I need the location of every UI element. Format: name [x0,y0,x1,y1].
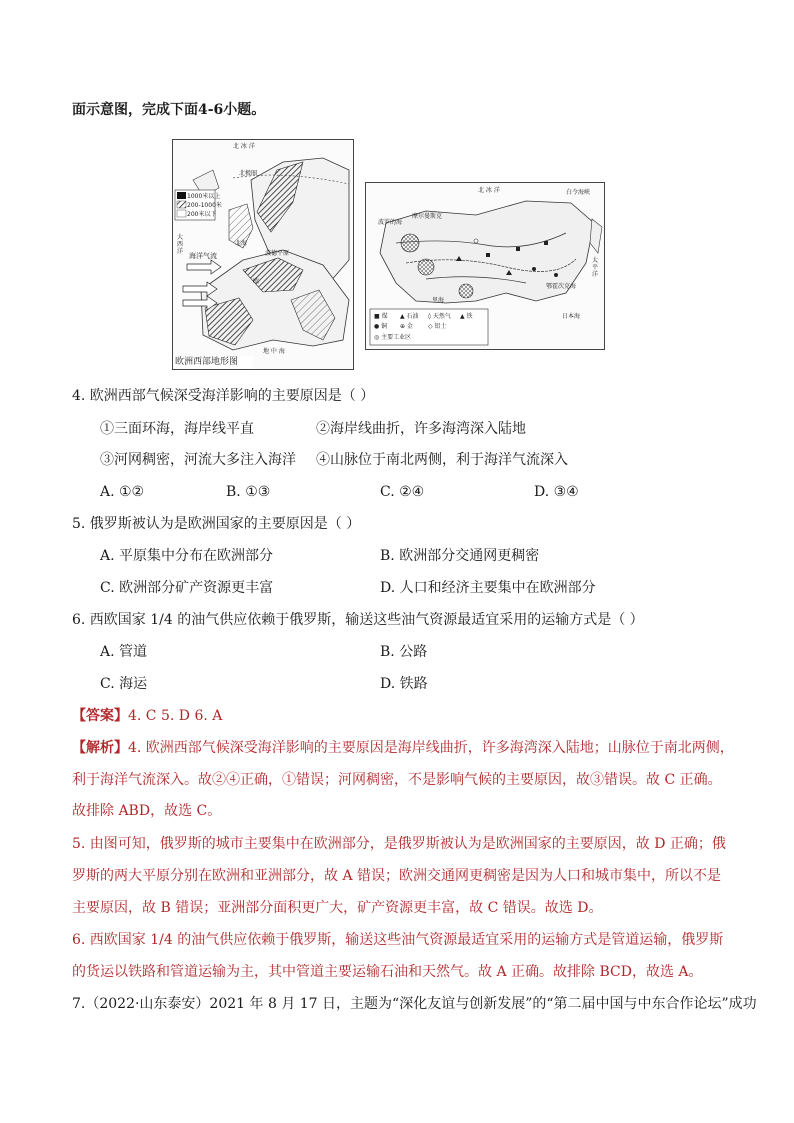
q6-option-b[interactable]: B. 公路 [380,644,428,660]
answer-line [72,706,222,726]
q7-stem-start: 7.（2022·山东泰安）2021 年 8 月 17 日，主题为“深化友谊与创新发展”的“第二届中国与中东合作论坛”成功 [72,996,757,1012]
q4-option-a[interactable]: A. ①② [100,484,145,500]
bering-label: 白令海峡 [566,189,591,196]
analysis-4-line-1 [72,738,734,758]
japan-sea-label: 日本海 [562,313,581,320]
answer-text: 4. C 5. D 6. A [128,708,223,724]
legend-coal: ■ 煤 [374,313,388,320]
q4-option-c[interactable]: C. ②④ [380,484,425,500]
q4-stem: 4. 欧洲西部气候深受海洋影响的主要原因是（ ） [72,388,375,404]
legend-iron: ▲ 铁 [460,313,473,320]
analysis-4-line-3: 故排除 ABD，故选 C。 [72,803,222,819]
q4-statement-2: ②海岸线曲折，许多海湾深入陆地 [316,421,526,437]
legend-oil: ▲ 石油 [400,313,419,320]
q5-option-c[interactable]: C. 欧洲部分矿产资源更丰富 [100,580,274,596]
legend-bauxite: ◇ 铝土 [428,323,447,330]
q4-statement-1: ①三面环海，海岸线平直 [100,421,254,437]
westerly-label: 海洋气流 [189,252,217,260]
q6-option-d[interactable]: D. 铁路 [380,676,428,692]
q5-option-b[interactable]: B. 欧洲部分交通网更稠密 [380,548,540,564]
legend-high: 1000米以上 [187,193,221,200]
q4-statement-4: ④山脉位于南北两侧，利于海洋气流深入 [316,452,568,468]
q6-option-a[interactable]: A. 管道 [100,644,148,660]
arctic-ocean-label: 北 冰 洋 [233,143,255,150]
q5-stem: 5. 俄罗斯被认为是欧洲国家的主要原因是（ ） [72,516,361,532]
west-europe-map [172,139,354,370]
legend-mid: 200-1000米 [187,202,222,209]
legend-industrial: ◎ 主要工业区 [374,334,412,341]
arctic-ocean-label-2: 北 冰 洋 [478,187,500,194]
murmansk-label: 摩尔曼斯克 [412,213,443,220]
legend-gold: ⊕ 金 [400,323,413,330]
atlantic-label: 大 西 洋 [177,234,184,255]
analysis-4-line-2: 利于海洋气流深入。故②④正确，①错误；河网稠密，不是影响气候的主要原因，故③错误。故 C 正确。 [72,772,722,788]
mediterranean-label: 地 中 海 [263,348,285,355]
q5-option-a[interactable]: A. 平原集中分布在欧洲部分 [100,548,274,564]
intro-text: 面示意图，完成下面4-6小题。 [72,102,266,118]
pacific-label: 太 平 洋 [592,257,599,278]
q5-option-d[interactable]: D. 人口和经济主要集中在欧洲部分 [380,580,596,596]
legend-gas: ◊ 天然气 [428,313,451,320]
legend-low: 200米以下 [187,211,217,218]
analysis-6-line-1: 6. 西欧国家 1/4 的油气供应依赖于俄罗斯，输送这些油气资源最适宜采用的运输方式是管道运输，俄罗斯 [72,932,724,948]
europe-char-label: 欧 [253,278,260,285]
q6-stem: 6. 西欧国家 1/4 的油气供应依赖于俄罗斯，输送这些油气资源最适宜采用的运输方式是（ ） [72,612,644,628]
okhotsk-label: 鄂霍次克海 [546,283,577,290]
q4-option-b[interactable]: B. ①③ [226,484,271,500]
baltic-label: 波罗的海 [378,219,403,226]
russia-map [365,182,605,350]
arctic-circle-label: 北极圈 [239,170,258,177]
legend-copper: ● 铜 [374,323,388,330]
analysis-5-line-1: 5. 由图可知，俄罗斯的城市主要集中在欧洲部分，是俄罗斯被认为是欧洲国家的主要原因，故 D 正确；俄 [72,836,726,852]
analysis-tag: 【解析】 [72,740,128,756]
map-caption: 欧洲西部地形图 [175,357,239,367]
analysis-5-line-2: 罗斯的两大平原分别在欧洲和亚洲部分，故 A 错误；欧洲交通网更稠密是因为人口和城市集中，所以不是 [72,868,722,884]
q6-option-c[interactable]: C. 海运 [100,676,148,692]
analysis-6-line-2: 的货运以铁路和管道运输为主，其中管道主要运输石油和天然气。故 A 正确。故排除 BCD，故选 A。 [72,964,703,980]
plain-label: 波德平原 [265,250,290,257]
caspian-label: 里海 [432,297,445,304]
answer-tag: 【答案】 [72,708,128,724]
analysis-5-line-3: 主要原因，故 B 错误；亚洲部分面积更广大，矿产资源更丰富，故 C 错误。故选 D。 [72,900,603,916]
q4-option-d[interactable]: D. ③④ [534,484,579,500]
q4-statement-3: ③河网稠密，河流大多注入海洋 [100,452,296,468]
north-sea-label: 北海 [235,240,248,247]
analysis-4-text-1: 4. 欧洲西部气候深受海洋影响的主要原因是海岸线曲折，许多海湾深入陆地；山脉位于南北两侧， [128,740,734,756]
